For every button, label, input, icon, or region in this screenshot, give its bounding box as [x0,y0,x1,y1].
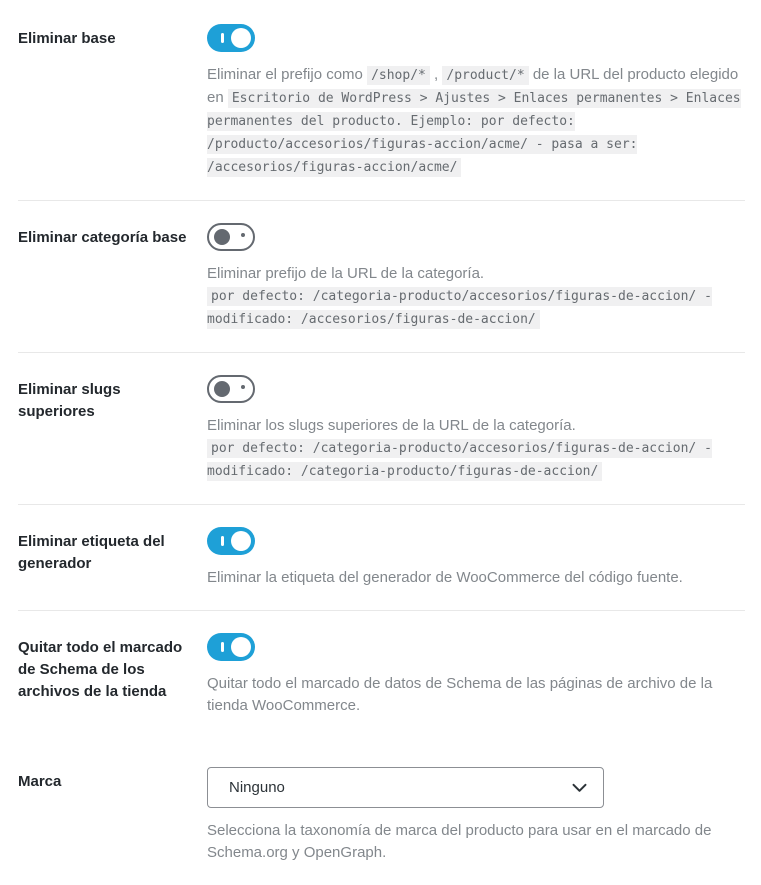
quitar-marcado-schema-toggle[interactable] [207,633,255,661]
eliminar-base-toggle[interactable] [207,24,255,52]
setting-content [207,375,745,483]
setting-description: Quitar todo el marcado de datos de Schema de las páginas de archivo de la tienda WooCommerce. [207,675,713,714]
toggle-on-indicator-icon [221,642,224,652]
setting-content [207,527,745,589]
setting-description: Eliminar la etiqueta del generador de WooCommerce del código fuente. [207,569,683,586]
toggle-knob [231,531,251,551]
brand-taxonomy-select[interactable] [207,767,604,808]
setting-row-eliminar-base [18,0,745,201]
setting-row-eliminar-categoria-base [18,201,745,353]
setting-label-quitar-marcado-schema: Quitar todo el marcado de Schema de los archivos de la tienda [18,639,183,700]
setting-row-eliminar-slugs-superiores [18,353,745,505]
setting-label-eliminar-slugs-superiores: Eliminar slugs superiores [18,381,121,420]
setting-row-eliminar-etiqueta-generador [18,505,745,611]
toggle-on-indicator-icon [221,33,224,43]
setting-row-marca [18,741,745,885]
setting-description: Eliminar prefijo de la URL de la categoría. por defecto: /categoria-producto/accesorios/figuras-de-accion/ - modificado: /accesorios/figuras-de-accion/ [207,265,712,327]
setting-label-eliminar-categoria-base: Eliminar categoría base [18,229,187,246]
select-selected-value: Ninguno [229,779,285,796]
chevron-down-icon [572,783,587,793]
setting-label-marca: Marca [18,773,62,790]
toggle-off-indicator-icon [241,233,245,237]
toggle-knob [214,381,230,397]
setting-content [207,223,745,331]
setting-label-eliminar-base: Eliminar base [18,30,116,47]
setting-label-eliminar-etiqueta-generador: Eliminar etiqueta del generador [18,533,165,572]
setting-content [207,767,745,864]
setting-description: Eliminar el prefijo como /shop/* , /product/* de la URL del producto elegido en Escritorio de WordPress > Ajustes > Enlaces permanentes > Enlaces permanentes del producto. Ejemplo: por defecto: /producto/accesorios/figuras-accion/acme/ - pasa a ser: /accesorios/figuras-accion/acme/ [207,66,741,175]
eliminar-slugs-superiores-toggle[interactable] [207,375,255,403]
setting-row-quitar-marcado-schema [18,611,745,741]
eliminar-etiqueta-generador-toggle[interactable] [207,527,255,555]
toggle-off-indicator-icon [241,385,245,389]
eliminar-categoria-base-toggle[interactable] [207,223,255,251]
setting-content [207,633,745,717]
toggle-knob [231,637,251,657]
toggle-knob [231,28,251,48]
setting-description: Selecciona la taxonomía de marca del producto para usar en el marcado de Schema.org y OpenGraph. [207,822,712,861]
setting-content [207,24,745,179]
setting-description: Eliminar los slugs superiores de la URL de la categoría. por defecto: /categoria-producto/accesorios/figuras-de-accion/ - modificado: /categoria-producto/figuras-de-accion/ [207,417,712,479]
toggle-on-indicator-icon [221,536,224,546]
toggle-knob [214,229,230,245]
